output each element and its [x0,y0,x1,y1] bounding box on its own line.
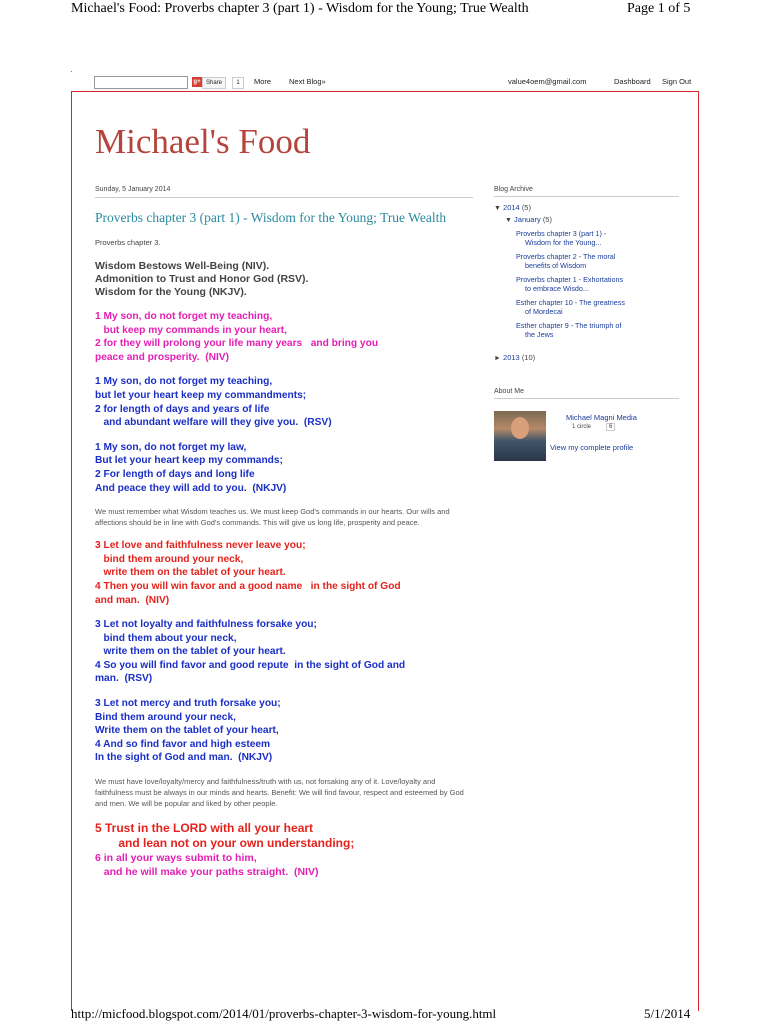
share-button[interactable]: Share [202,77,226,89]
google-plus-icon[interactable]: g+ [193,79,201,85]
archive-post-1[interactable]: Proverbs chapter 3 (part 1) - Wisdom for the Young... [516,229,607,247]
print-page-number: Page 1 of 5 [627,1,691,16]
about-name[interactable]: Michael Magni Media [566,413,637,422]
more-link[interactable]: More [254,77,272,86]
main-column [95,186,475,879]
about-box [494,411,679,471]
archive-post-4[interactable]: Esther chapter 10 - The greatness of Mordecai [516,298,625,316]
heading-rsv: Admonition to Trust and Honor God (RSV). [95,273,309,285]
blog-title[interactable]: Michael's Food [95,122,311,161]
next-blog-link[interactable]: Next Blog» [289,77,326,86]
post-headings [95,260,475,299]
verse-nkjv-1: 1 My son, do not forget my law, But let your heart keep my commands; 2 For length of days and long life And peace they will add to you. (NKJV) [95,441,287,494]
archive-month-january[interactable]: ▼ January (5) [505,215,552,224]
blogger-navbar [94,76,700,90]
sign-out-link[interactable]: Sign Out [662,77,692,86]
archive-heading: Blog Archive [494,186,679,197]
about-heading: About Me [494,388,679,399]
sidebar [494,186,679,471]
print-header [0,0,768,18]
about-circle: 1 circle [572,424,592,430]
dashboard-link[interactable]: Dashboard [614,77,651,86]
verse-niv-1: 1 My son, do not forget my teaching, but keep my commands in your heart, 2 for they will prolong your life many years and bring you peace and prosperity. (NIV) [95,311,379,363]
chapter-label: Proverbs chapter 3. [95,238,161,247]
about-circle-count: 6 [606,423,615,431]
heading-nkjv: Wisdom for the Young (NKJV). [95,286,247,298]
page-url: http://micfood.blogspot.com/2014/01/proverbs-chapter-3-wisdom-for-young.html [71,1006,497,1021]
triangle-right-icon[interactable]: ► [494,355,501,362]
archive-year-2013[interactable]: ► 2013 (10) [494,353,536,362]
comment-1: We must remember what Wisdom teaches us. We must keep God's commands in our hearts. Our wills and affections should be in line with God's commands. This will give us long life, prosperity and peace. [95,507,450,528]
verse-nkjv-3: 3 Let not mercy and truth forsake you; Bind them around your neck, Write them on the tablet of your heart, 4 And so find favor and high esteem In the sight of God and man. (NKJV) [95,698,281,764]
post-date: Sunday, 5 January 2014 [95,186,473,198]
print-page-title: Michael's Food: Proverbs chapter 3 (part 1) - Wisdom for the Young; True Wealth [71,1,529,16]
verse-niv-3: 3 Let love and faithfulness never leave you; bind them around your neck, write them on the tablet of your heart. 4 Then you will win favor and a good name in the sight of God and man. (NIV) [95,540,401,606]
search-input[interactable] [94,76,188,89]
triangle-down-icon[interactable]: ▼ [494,205,501,212]
share-count: 1 [232,77,244,89]
comment-2: We must have love/loyalty/mercy and faithfulness/truth with us, not forsaking any of it. Love/loyalty and faithfulness must be always in our minds and hearts. Benefit: We will find favour, respect and esteemed by God and men. We will be popular and liked by other people. [95,777,464,809]
print-date: 5/1/2014 [644,1006,691,1021]
verse-rsv-1: 1 My son, do not forget my teaching, but let your heart keep my commandments; 2 for length of days and years of life and abundant welfare will they give you. (RSV) [95,376,332,429]
archive-year-2014[interactable]: ▼ 2014 (5) [494,203,531,212]
avatar[interactable] [494,411,546,461]
archive-post-3[interactable]: Proverbs chapter 1 - Exhortations to embrace Wisdo... [516,275,624,293]
post-title[interactable]: Proverbs chapter 3 (part 1) - Wisdom for the Young; True Wealth [95,210,447,225]
archive-post-2[interactable]: Proverbs chapter 2 - The moral benefits of Wisdom [516,252,616,270]
triangle-down-icon[interactable]: ▼ [505,217,512,224]
verse-rsv-3: 3 Let not loyalty and faithfulness forsake you; bind them about your neck, write them on the tablet of your heart. 4 So you will find favor and good repute in the sight of God and man. (RSV) [95,619,406,685]
user-email: value4oem@gmail.com [508,77,587,86]
heading-niv: Wisdom Bestows Well-Being (NIV). [95,260,270,272]
view-profile-link[interactable]: View my complete profile [550,443,634,452]
verse-niv-6: 6 in all your ways submit to him, and he will make your paths straight. (NIV) [95,852,319,879]
dot-marker: · [70,66,73,76]
archive-post-5[interactable]: Esther chapter 9 - The triumph of the Jews [516,321,622,339]
verse-niv-5: 5 Trust in the LORD with all your heart and lean not on your own understanding; [95,821,355,851]
